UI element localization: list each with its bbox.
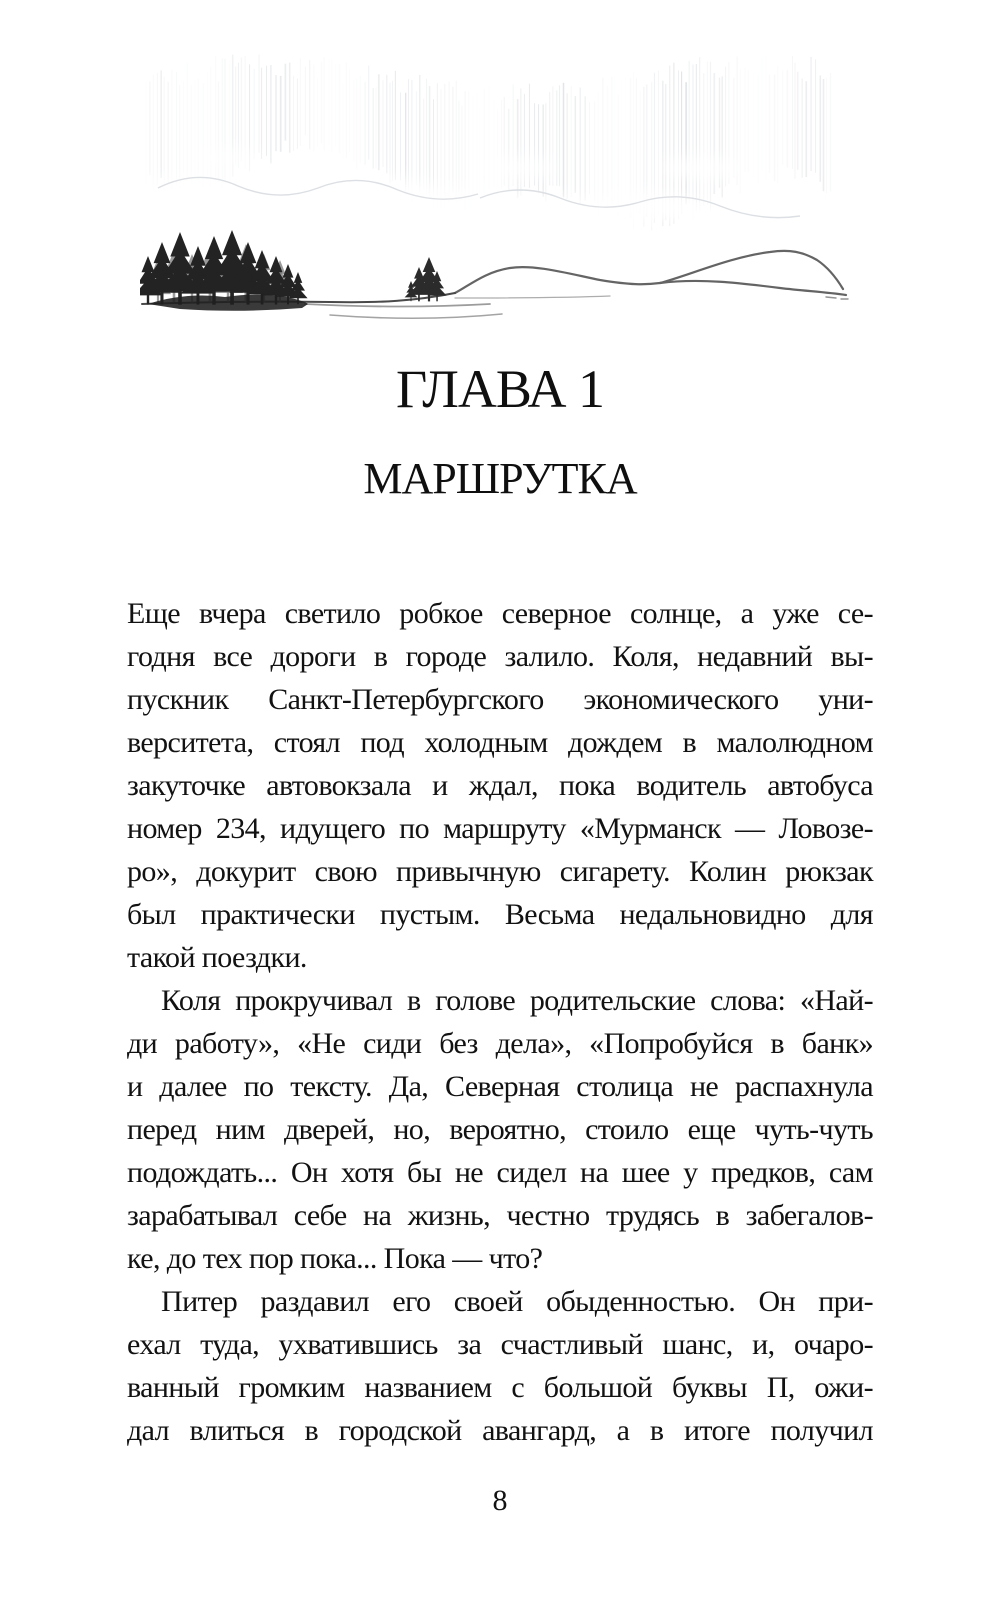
paragraph [127, 592, 873, 979]
aurora-forest-sketch-svg [140, 46, 860, 322]
chapter-number-heading: ГЛАВА 1 [396, 359, 604, 419]
text-line: был практически пустым. Весьма недальновидно для [127, 898, 873, 931]
paragraph [127, 1280, 873, 1452]
text-line: Питер раздавил его своей обыденностью. Он при- [161, 1285, 873, 1318]
text-line: перед ним дверей, но, вероятно, стоило еще чуть-чуть [127, 1113, 873, 1146]
chapter-illustration [140, 46, 860, 322]
text-line: годня все дороги в городе залило. Коля, недавний вы- [127, 640, 873, 673]
text-line: закуточке автовокзала и ждал, пока водитель автобуса [127, 769, 873, 802]
text-line: подождать... Он хотя бы не сидел на шее у предков, сам [127, 1156, 873, 1189]
rolling-hills [455, 251, 848, 299]
paragraph [127, 979, 873, 1280]
text-line: Еще вчера светило робкое северное солнце, а уже се- [127, 597, 873, 630]
body-text [127, 592, 873, 1452]
text-line: ехал туда, ухватившись за счастливый шанс, и, очаро- [127, 1328, 873, 1361]
page-number: 8 [492, 1484, 508, 1517]
cloud-band [140, 149, 848, 243]
text-line: пускник Санкт-Петербургского экономического уни- [127, 683, 873, 716]
text-line: ке, до тех пор пока... Пока — что? [127, 1242, 543, 1275]
text-line: ванный громким названием с большой буквы П, ожи- [127, 1371, 873, 1404]
text-line: номер 234, идущего по маршруту «Мурманск — Ловозе- [127, 812, 873, 845]
text-line: Коля прокручивал в голове родительские слова: «Най- [161, 984, 873, 1017]
text-line: ди работу», «Не сиди без дела», «Попробуйся в банк» [127, 1027, 873, 1060]
text-line: верситета, стоял под холодным дождем в малолюдном [127, 726, 873, 759]
text-line: ро», докурит свою привычную сигарету. Колин рюкзак [127, 855, 873, 888]
text-line: дал влиться в городской авангард, а в итоге получил [127, 1414, 873, 1447]
text-line: и далее по тексту. Да, Северная столица не распахнула [127, 1070, 873, 1103]
text-line: такой поездки. [127, 941, 307, 974]
text-line: зарабатывал себе на жизнь, честно трудясь в забегалов- [127, 1199, 873, 1232]
small-pines [405, 257, 447, 301]
chapter-title-heading: МАРШРУТКА [363, 454, 637, 503]
